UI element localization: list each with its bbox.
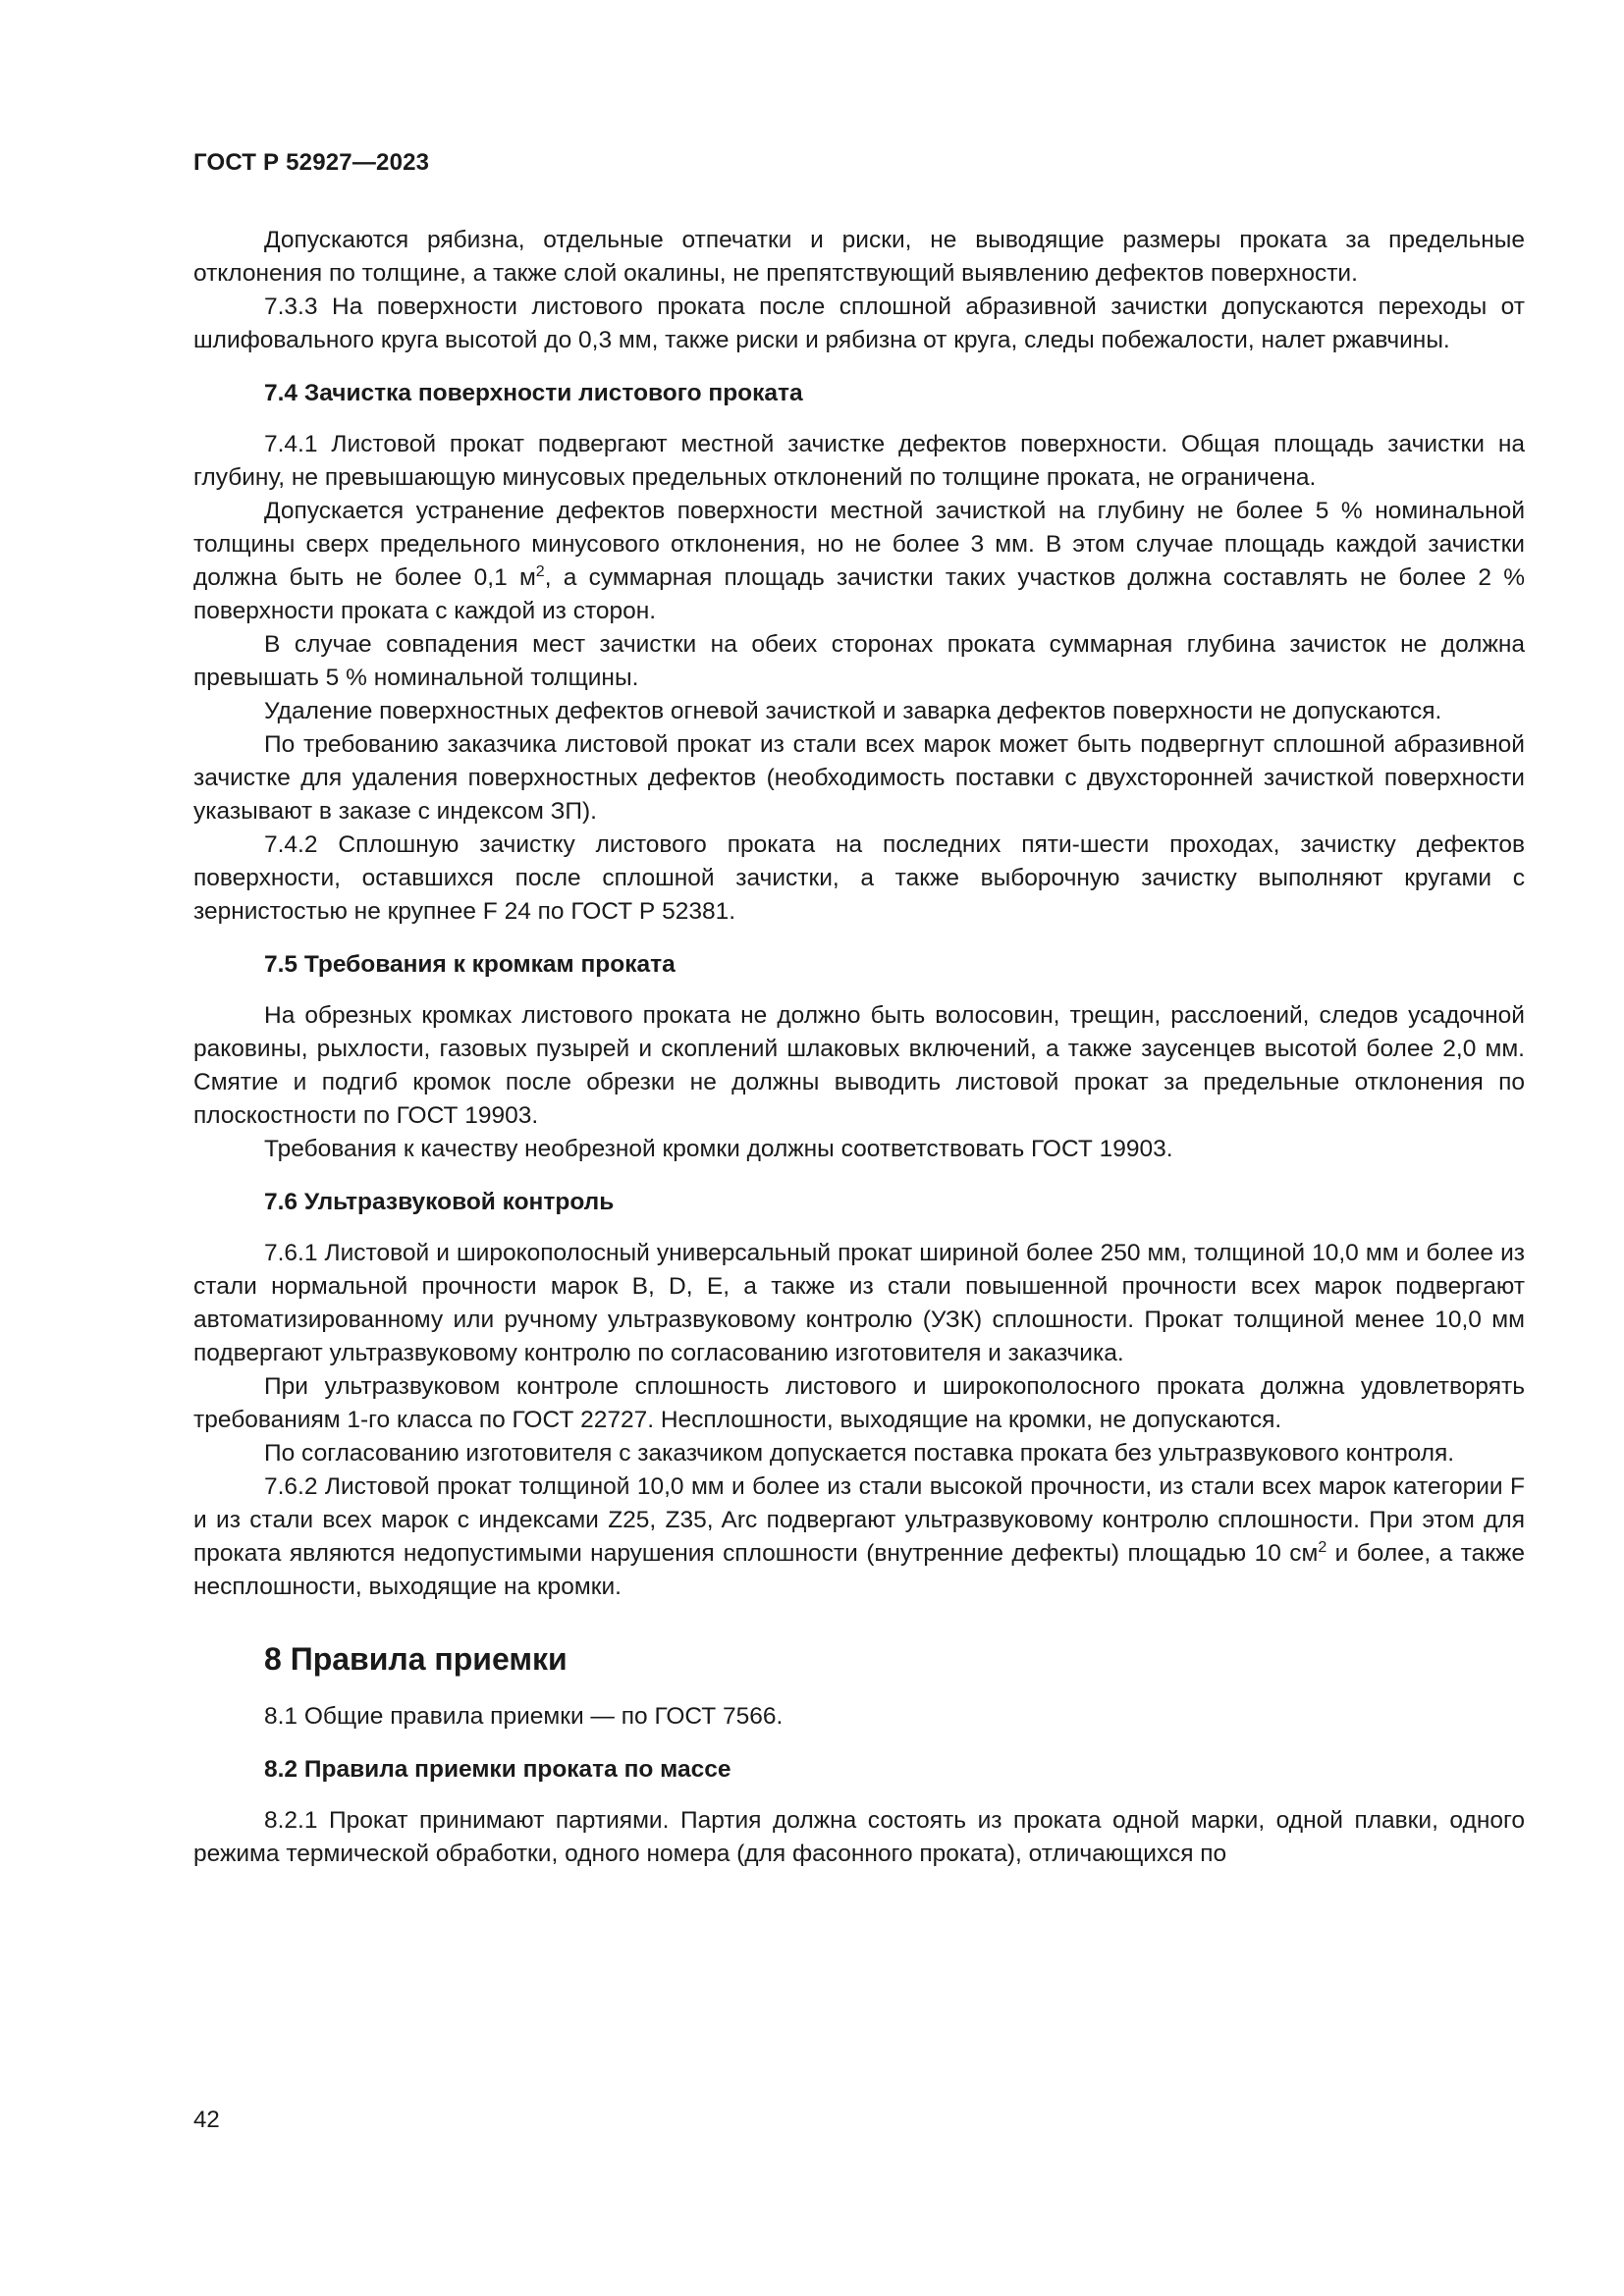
paragraph-untrimmed-edge: Требования к качеству необрезной кромки должны соответствовать ГОСТ 19903.	[264, 1136, 1173, 1162]
page-number: 42	[193, 2107, 220, 2133]
paragraph-8-1: 8.1 Общие правила приемки — по ГОСТ 7566.	[264, 1703, 784, 1730]
paragraph-edges: На обрезных кромках листового проката не должно быть волосовин, трещин, расслоений, следов усадочной раковины, рыхлости, газовых пузырей и скоплений шлаковых включений, а также заусенцев высотой более 2,0 мм. Смятие и подгиб кромок после обрезки не должны выводить листовой прокат за предельные отклонения по плоскостности по ГОСТ 19903.	[193, 1002, 1525, 1129]
paragraph-local-cleaning-text-a: Допускается устранение дефектов поверхности местной зачисткой на глубину не более 5 % номинальной толщины сверх предельного минусового отклонения, но не более 3 мм. В этом случае площадь каждой зачистки должна быть не более 0,1 м	[193, 498, 1525, 591]
paragraph-ultrasonic-class: При ультразвуковом контроле сплошность листового и широкополосного проката должна удовлетворять требованиям 1-го класса по ГОСТ 22727. Несплошности, выходящие на кромки, не допускаются.	[193, 1373, 1525, 1433]
paragraph-8-2-1: 8.2.1 Прокат принимают партиями. Партия должна состоять из проката одной марки, одной плавки, одного режима термической обработки, одного номера (для фасонного проката), отличающихся по	[193, 1807, 1525, 1867]
paragraph-abrasive-cleaning: По требованию заказчика листовой прокат из стали всех марок может быть подвергнут сплошной абразивной зачистке для удаления поверхностных дефектов (необходимость поставки с двухсторонней зачисткой поверхности указывают в заказе с индексом ЗП).	[193, 731, 1525, 825]
superscript: 2	[535, 563, 545, 580]
document-header: ГОСТ Р 52927—2023	[193, 149, 430, 176]
paragraph-defects-allowed: Допускаются рябизна, отдельные отпечатки и риски, не выводящие размеры проката за предельные отклонения по толщине, а также слой окалины, не препятствующий выявлению дефектов поверхности.	[193, 227, 1525, 287]
paragraph-both-sides: В случае совпадения мест зачистки на обеих сторонах проката суммарная глубина зачисток не должна превышать 5 % номинальной толщины.	[193, 631, 1525, 691]
paragraph-7-3-3: 7.3.3 На поверхности листового проката после сплошной абразивной зачистки допускаются переходы от шлифовального круга высотой до 0,3 мм, также риски и рябизна от круга, следы побежалости, налет ржавчины.	[193, 294, 1525, 353]
paragraph-local-cleaning	[193, 495, 1525, 628]
paragraph-7-6-2-text-b: и более, а также несплошности, выходящие на кромки.	[193, 1540, 1525, 1600]
paragraph-7-6-2-text-a: 7.6.2 Листовой прокат толщиной 10,0 мм и более из стали высокой прочности, из стали всех марок категории F и из стали всех марок с индексами Z25, Z35, Arc подвергают ультразвуковому контролю сплошности. При этом для проката являются недопустимыми нарушения сплошности (внутренние дефекты) площадью 10 см	[193, 1473, 1525, 1567]
superscript: 2	[1318, 1539, 1327, 1556]
section-7-6-title: 7.6 Ультразвуковой контроль	[264, 1189, 615, 1215]
document-body	[193, 224, 1525, 1871]
paragraph-fire-cleaning: Удаление поверхностных дефектов огневой зачисткой и заварка дефектов поверхности не допускаются.	[264, 698, 1442, 724]
section-8-title: 8 Правила приемки	[264, 1641, 568, 1677]
paragraph-7-4-1: 7.4.1 Листовой прокат подвергают местной зачистке дефектов поверхности. Общая площадь зачистки на глубину, не превышающую минусовых предельных отклонений по толщине проката, не ограничена.	[193, 431, 1525, 491]
paragraph-no-ultrasonic: По согласованию изготовителя с заказчиком допускается поставка проката без ультразвукового контроля.	[264, 1440, 1455, 1467]
section-7-5-title: 7.5 Требования к кромкам проката	[264, 951, 676, 978]
paragraph-7-6-2	[193, 1470, 1525, 1604]
paragraph-7-4-2: 7.4.2 Сплошную зачистку листового проката на последних пяти-шести проходах, зачистку дефектов поверхности, оставшихся после сплошной зачистки, а также выборочную зачистку выполняют кругами с зернистостью не крупнее F 24 по ГОСТ Р 52381.	[193, 831, 1525, 925]
paragraph-7-6-1: 7.6.1 Листовой и широкополосный универсальный прокат шириной более 250 мм, толщиной 10,0 мм и более из стали нормальной прочности марок B, D, E, а также из стали повышенной прочности всех марок подвергают автоматизированному или ручному ультразвуковому контролю (УЗК) сплошности. Прокат толщиной менее 10,0 мм подвергают ультразвуковому контролю по согласованию изготовителя и заказчика.	[193, 1240, 1525, 1366]
section-8-2-title: 8.2 Правила приемки проката по массе	[264, 1756, 731, 1783]
paragraph-local-cleaning-text-b: , а суммарная площадь зачистки таких участков должна составлять не более 2 % поверхности проката с каждой из сторон.	[193, 564, 1525, 624]
section-7-4-title: 7.4 Зачистка поверхности листового проката	[264, 380, 803, 406]
